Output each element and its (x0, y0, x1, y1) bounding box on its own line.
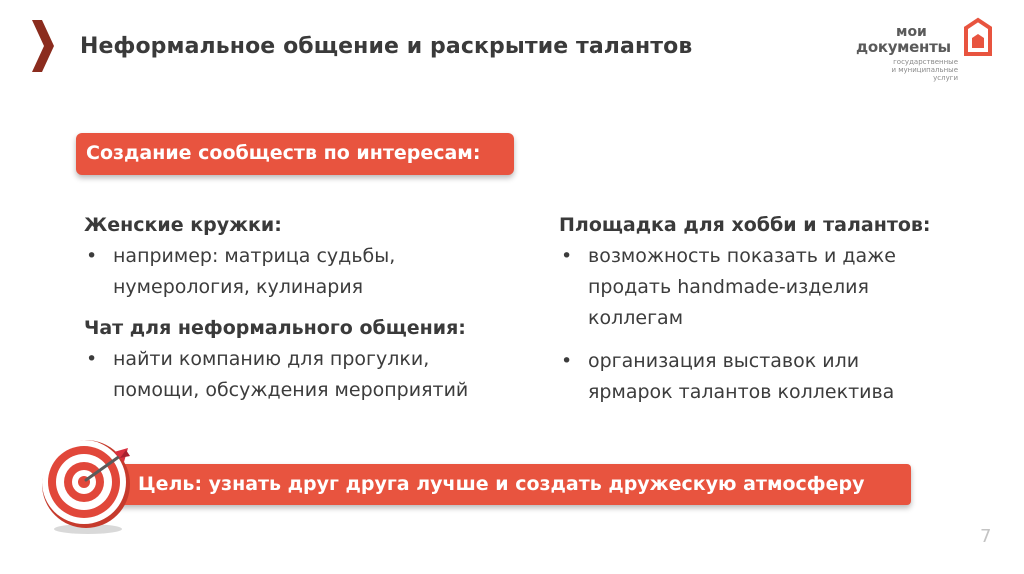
bullet-line: продать handmade-изделия (588, 276, 869, 298)
bullet-item (84, 241, 544, 303)
block-heading: Чат для неформального общения: (84, 317, 466, 339)
bullet-line: коллегам (588, 307, 684, 329)
logo (856, 16, 996, 82)
bullet-line: организация выставок или (588, 350, 860, 372)
target-icon (40, 436, 140, 536)
logo-subtitle (866, 58, 958, 82)
bullet-dot: • (86, 348, 98, 370)
logo-subtitle-line1: государственные (893, 58, 958, 66)
bullet-line: например: матрица судьбы, (113, 245, 396, 267)
right-column (559, 210, 979, 408)
page-number: 7 (980, 526, 992, 547)
section-banner (76, 133, 514, 175)
bullet-item (84, 344, 544, 406)
goal-banner (78, 464, 911, 505)
logo-text-line2: документы (856, 38, 951, 56)
bullet-dot: • (561, 245, 573, 267)
logo-mark-icon (962, 16, 994, 58)
bullet-line: ярмарок талантов коллектива (588, 381, 895, 403)
bullet-line: найти компанию для прогулки, (113, 348, 430, 370)
block-heading: Женские кружки: (84, 214, 282, 236)
bullet-line: возможность показать и даже (588, 245, 896, 267)
left-column (84, 210, 544, 406)
bullet-item (559, 346, 979, 408)
bullet-dot: • (561, 350, 573, 372)
bullet-dot: • (86, 245, 98, 267)
bullet-item (559, 241, 979, 334)
logo-text-line1: мои (896, 24, 927, 40)
block-heading: Площадка для хобби и талантов: (559, 214, 931, 236)
page-title: Неформальное общение и раскрытие талантов (80, 34, 693, 59)
section-banner-text: Создание сообществ по интересам: (86, 142, 481, 164)
logo-subtitle-line2: и муниципальные услуги (891, 66, 958, 82)
bullet-line: помощи, обсуждения мероприятий (113, 379, 469, 401)
bullet-line: нумерология, кулинария (113, 276, 364, 298)
goal-text: Цель: узнать друг друга лучше и создать дружескую атмосферу (138, 473, 865, 495)
chevron-right-icon (30, 18, 56, 74)
